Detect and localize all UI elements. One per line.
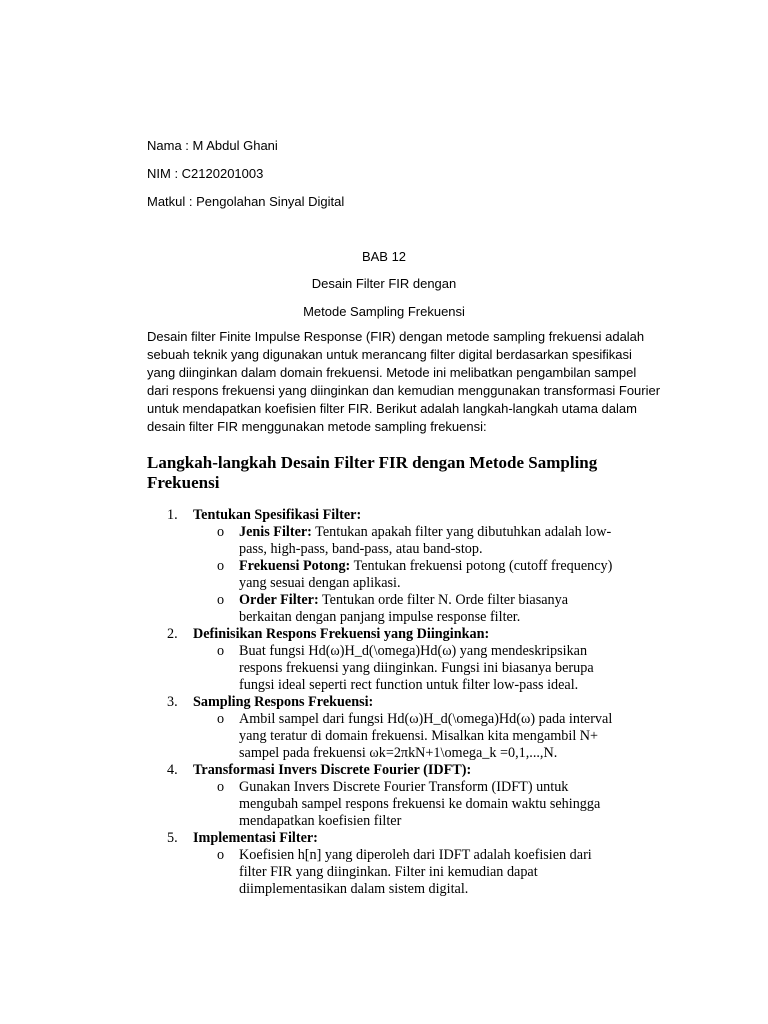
sub-list — [193, 847, 667, 898]
sub-line: yang sesuai dengan aplikasi. — [239, 575, 401, 591]
sub-line: mendapatkan koefisien filter — [239, 813, 402, 829]
step-title: Definisikan Respons Frekuensi yang Diinginkan: — [193, 626, 490, 642]
sub-line: respons frekuensi yang diinginkan. Fungsi ini biasanya berupa — [239, 660, 594, 676]
intro-line: Desain filter Finite Impulse Response (FIR) dengan metode sampling frekuensi adalah — [147, 329, 645, 344]
sub-text: Tentukan orde filter N. Orde filter biasanya — [318, 592, 569, 608]
sub-line: Buat fungsi Hd(ω)H_d(\omega)Hd(ω) yang mendeskripsikan — [239, 643, 588, 659]
step-item — [147, 694, 667, 762]
step-number: 2. — [167, 626, 178, 642]
sub-item — [193, 711, 667, 762]
course-name: Matkul : Pengolahan Sinyal Digital — [147, 194, 345, 209]
intro-line: yang diinginkan dalam domain frekuensi. Metode ini melibatkan pengambilan sampel — [147, 365, 637, 380]
sub-list — [193, 643, 667, 694]
sub-line: fungsi ideal seperti rect function untuk filter low-pass ideal. — [239, 677, 579, 693]
sub-list — [193, 779, 667, 830]
sub-line: yang teratur di domain frekuensi. Misalkan kita mengambil N+ — [239, 728, 599, 744]
bullet-icon: o — [217, 524, 225, 540]
sub-line: filter FIR yang diinginkan. Filter ini kemudian dapat — [239, 864, 538, 880]
section-heading-line: Langkah-langkah Desain Filter FIR dengan Metode Sampling — [147, 453, 598, 472]
section-heading — [147, 453, 647, 493]
sub-text: Tentukan frekuensi potong (cutoff frequency) — [350, 558, 613, 574]
step-number: 3. — [167, 694, 178, 710]
student-nim: NIM : C2120201003 — [147, 166, 264, 181]
sub-line — [239, 558, 667, 575]
step-number: 5. — [167, 830, 178, 846]
bullet-icon: o — [217, 592, 225, 608]
step-number: 1. — [167, 507, 178, 523]
sub-label: Order Filter: — [239, 592, 319, 608]
sub-item — [193, 847, 667, 898]
sub-line: berkaitan dengan panjang impulse response filter. — [239, 609, 521, 625]
chapter-label: BAB 12 — [361, 249, 407, 264]
intro-line: sebuah teknik yang digunakan untuk merancang filter digital berdasarkan spesifikasi — [147, 347, 632, 362]
document-title-line-2: Metode Sampling Frekuensi — [303, 304, 465, 319]
step-number: 4. — [167, 762, 178, 778]
sub-line: Ambil sampel dari fungsi Hd(ω)H_d(\omega)Hd(ω) pada interval — [239, 711, 613, 727]
sub-item — [193, 592, 667, 626]
bullet-icon: o — [217, 643, 225, 659]
sub-line — [239, 592, 667, 609]
sub-line: pass, high-pass, band-pass, atau band-stop. — [239, 541, 483, 557]
sub-label: Jenis Filter: — [239, 524, 312, 540]
sub-line: Koefisien h[n] yang diperoleh dari IDFT adalah koefisien dari — [239, 847, 592, 863]
sub-label: Frekuensi Potong: — [239, 558, 351, 574]
step-title: Sampling Respons Frekuensi: — [193, 694, 374, 710]
intro-line: desain filter FIR menggunakan metode sampling frekuensi: — [147, 419, 487, 434]
bullet-icon: o — [217, 711, 225, 727]
intro-paragraph — [147, 328, 661, 436]
sub-line: mengubah sampel respons frekuensi ke domain waktu sehingga — [239, 796, 601, 812]
sub-item — [193, 558, 667, 592]
sub-line — [239, 524, 667, 541]
step-item — [147, 626, 667, 694]
section-heading-line: Frekuensi — [147, 473, 220, 492]
sub-item — [193, 779, 667, 830]
sub-line: Gunakan Invers Discrete Fourier Transform (IDFT) untuk — [239, 779, 569, 795]
step-title: Tentukan Spesifikasi Filter: — [193, 507, 362, 523]
sub-list — [193, 711, 667, 762]
intro-line: untuk mendapatkan koefisien filter FIR. Berikut adalah langkah-langkah utama dalam — [147, 401, 637, 416]
bullet-icon: o — [217, 847, 225, 863]
step-item — [147, 830, 667, 898]
step-title: Transformasi Invers Discrete Fourier (IDFT): — [193, 762, 472, 778]
document-title-line-1: Desain Filter FIR dengan — [311, 276, 457, 291]
sub-list — [193, 524, 667, 626]
intro-line: dari respons frekuensi yang diinginkan dan kemudian menggunakan transformasi Fourier — [147, 383, 661, 398]
step-item — [147, 762, 667, 830]
sub-text: Tentukan apakah filter yang dibutuhkan adalah low- — [311, 524, 612, 540]
bullet-icon: o — [217, 779, 225, 795]
sub-line: diimplementasikan dalam sistem digital. — [239, 881, 469, 897]
step-item — [147, 507, 667, 626]
student-name: Nama : M Abdul Ghani — [147, 138, 278, 153]
sub-line: sampel pada frekuensi ωk=2πkN+1\omega_k =0,1,...,N. — [239, 745, 558, 761]
step-title: Implementasi Filter: — [193, 830, 318, 846]
sub-item — [193, 524, 667, 558]
sub-item — [193, 643, 667, 694]
steps-list — [147, 507, 667, 898]
bullet-icon: o — [217, 558, 225, 574]
